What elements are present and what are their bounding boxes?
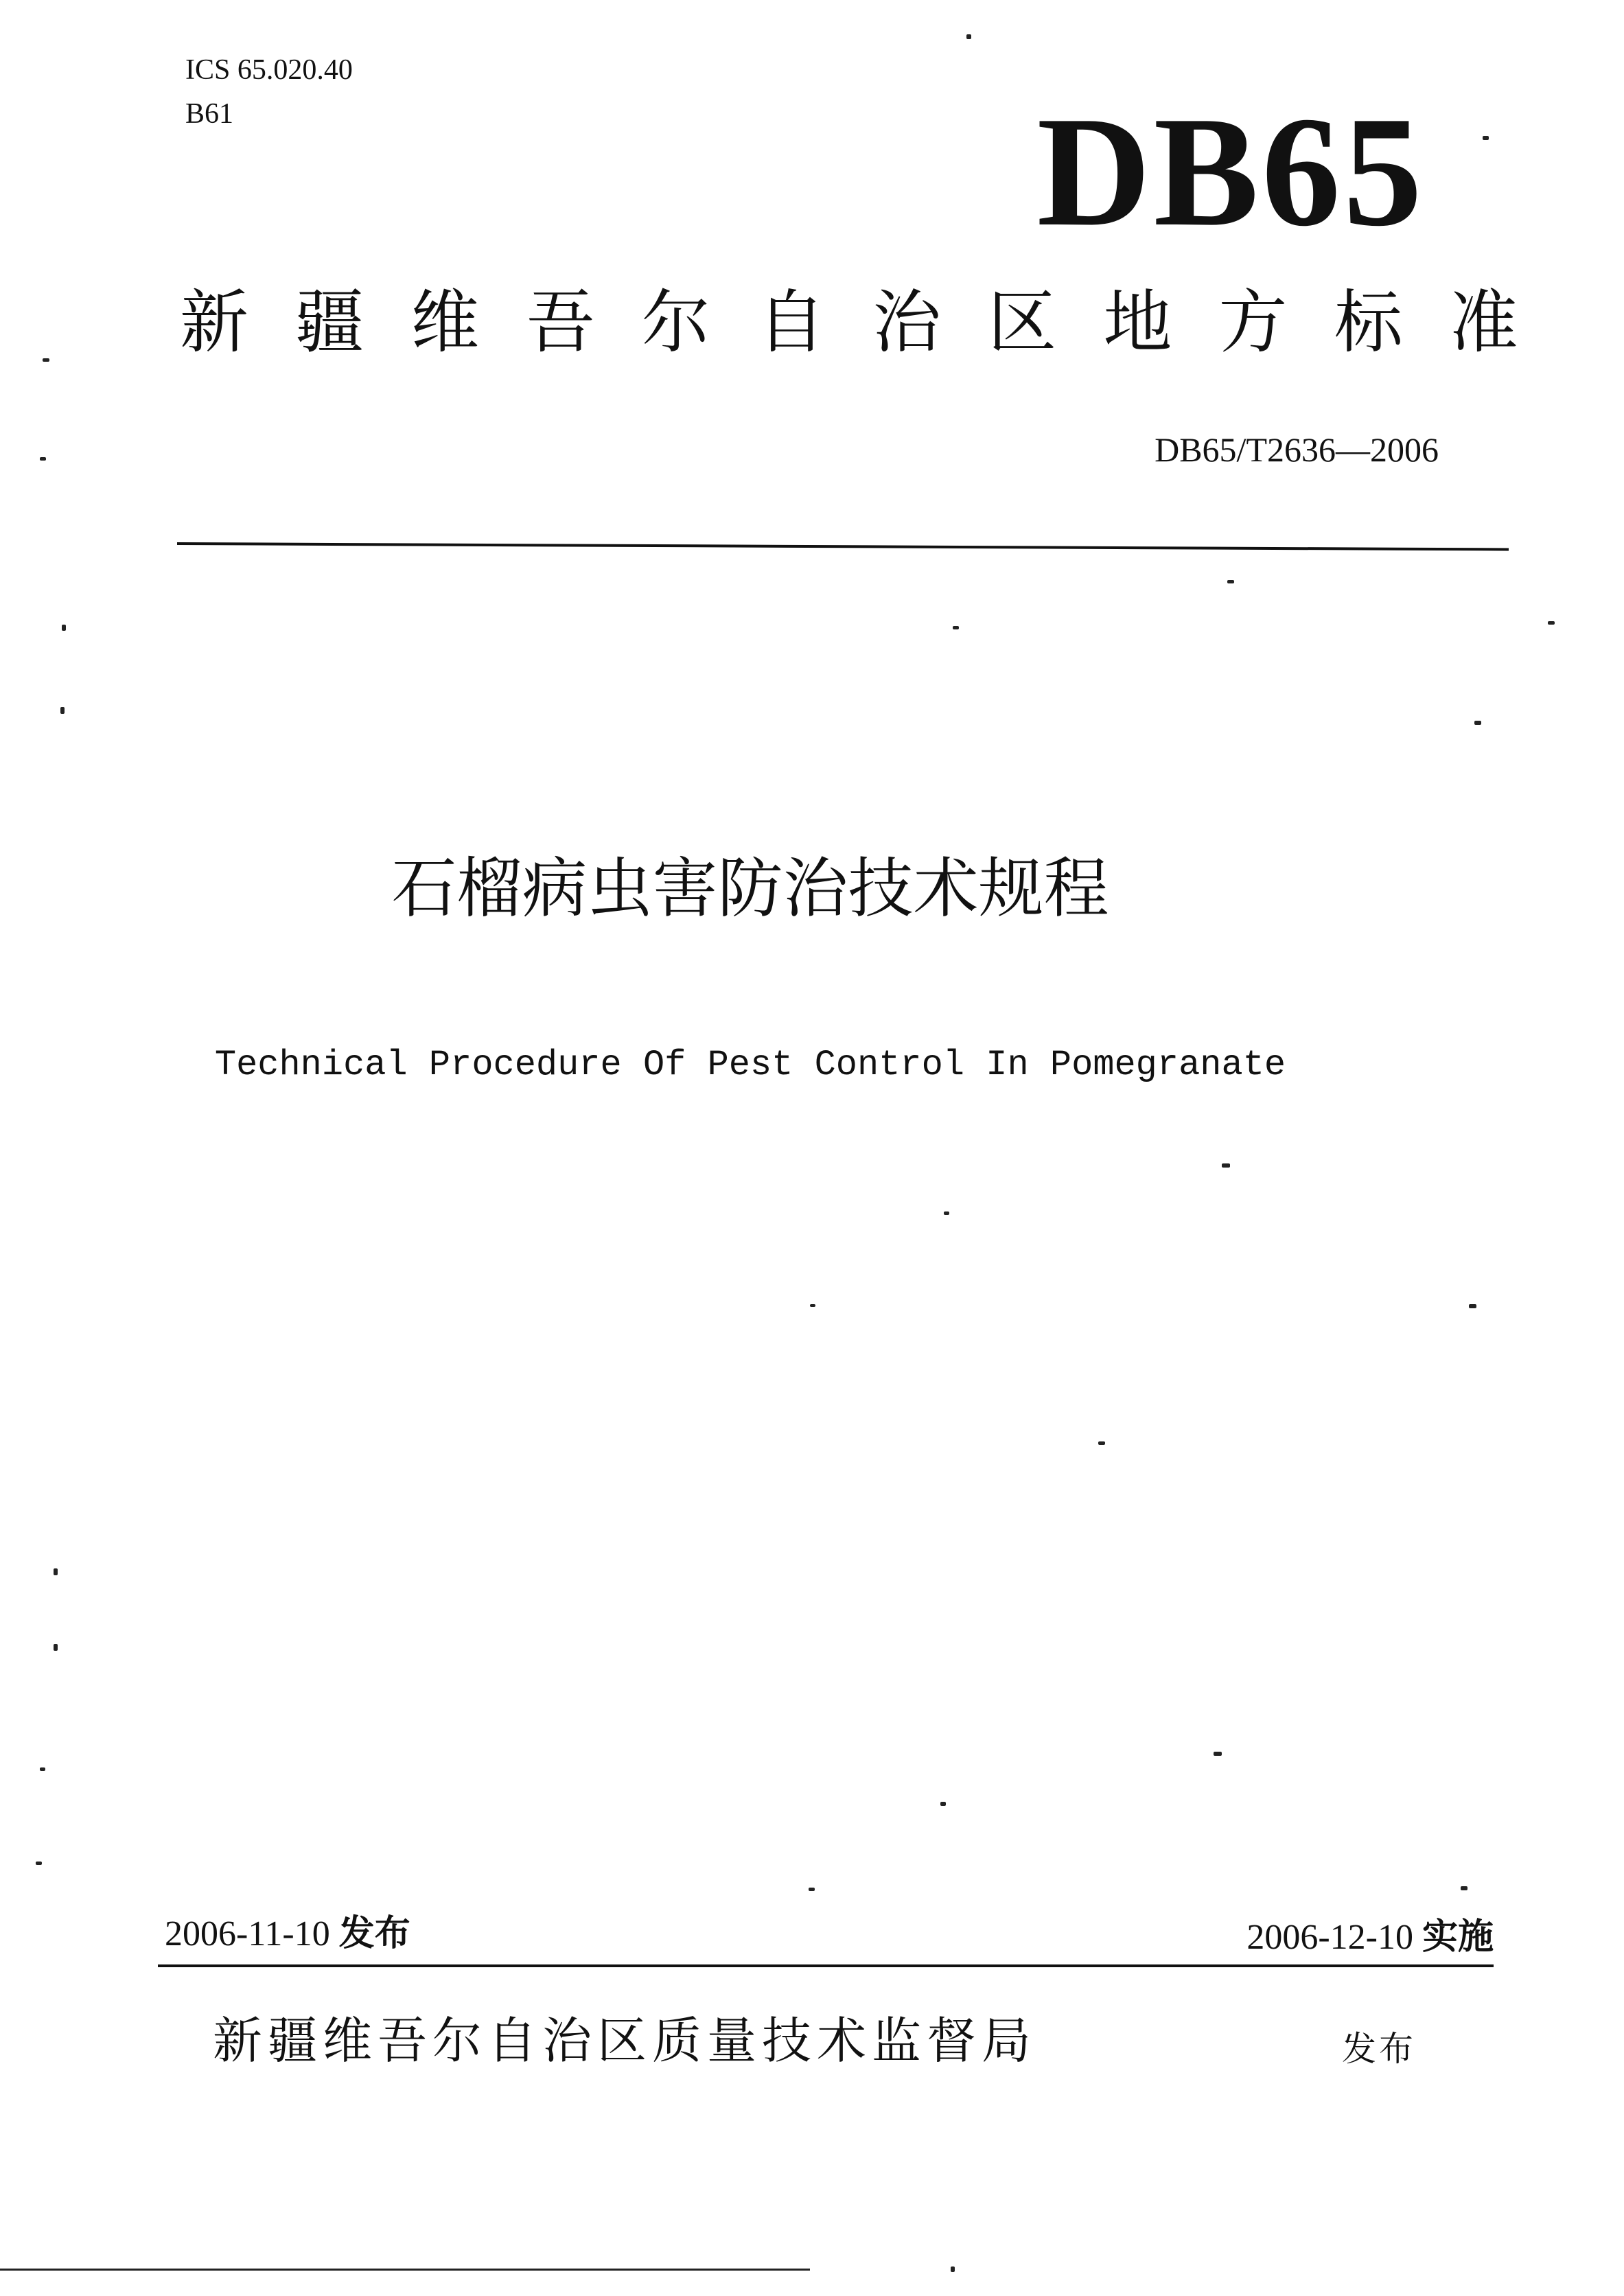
scan-speck (1214, 1752, 1222, 1756)
ics-code: ICS 65.020.40 (185, 54, 353, 86)
standard-type-char: 吾 (526, 282, 595, 362)
scan-speck (36, 1862, 42, 1865)
scan-speck (809, 1888, 815, 1891)
scan-speck (40, 1767, 45, 1771)
standard-type-heading (180, 281, 1518, 364)
standard-type-char: 维 (410, 282, 480, 362)
page-bottom-line (0, 2269, 810, 2271)
standard-type-char: 标 (1334, 282, 1403, 362)
ccs-code: B61 (185, 98, 234, 130)
scan-speck (40, 457, 46, 461)
scan-speck (1548, 621, 1555, 625)
standard-type-char: 自 (756, 282, 826, 362)
scan-speck (1222, 1163, 1230, 1168)
scan-speck (1483, 136, 1489, 140)
scan-speck (1461, 1886, 1468, 1890)
issue-date (165, 1912, 410, 1956)
implementation-date-label: 实施 (1422, 1916, 1494, 1958)
footer-divider (158, 1964, 1494, 1967)
issuing-authority: 新疆维吾尔自治区质量技术监督局 (213, 2012, 1037, 2069)
scan-speck (1474, 721, 1481, 725)
scan-speck (940, 1802, 946, 1806)
issue-date-value: 2006-11-10 (165, 1914, 330, 1953)
scan-speck (951, 2266, 955, 2272)
document-title-english: Technical Procedure Of Pest Control In Pomegranate (214, 1045, 1286, 1085)
header-divider (177, 542, 1509, 550)
standard-logo: DB65 (1036, 84, 1425, 259)
issue-date-label: 发布 (338, 1913, 410, 1954)
scan-speck (966, 34, 971, 39)
scan-speck (944, 1211, 949, 1215)
scan-speck (43, 358, 49, 362)
standard-number: DB65/T2636—2006 (1155, 430, 1439, 469)
scan-speck (60, 707, 65, 714)
standard-type-char: 地 (1103, 282, 1172, 362)
scan-speck (1227, 580, 1234, 583)
standard-type-char: 治 (872, 282, 942, 362)
scan-speck (1098, 1441, 1105, 1445)
standard-type-char: 方 (1218, 282, 1288, 362)
implementation-date (1246, 1915, 1494, 1960)
scan-speck (1469, 1304, 1476, 1308)
scan-speck (953, 626, 959, 629)
standard-type-char: 区 (988, 282, 1057, 362)
issuing-authority-suffix: 发布 (1342, 2029, 1416, 2069)
implementation-date-value: 2006-12-10 (1246, 1918, 1413, 1957)
standard-type-char: 疆 (295, 282, 364, 362)
scan-speck (54, 1568, 58, 1575)
standard-type-char: 新 (180, 282, 248, 362)
standard-type-char: 准 (1449, 282, 1518, 362)
scan-speck (810, 1304, 815, 1307)
standard-type-char: 尔 (641, 282, 710, 362)
scan-speck (62, 625, 66, 631)
document-title-chinese: 石榴病虫害防治技术规程 (391, 851, 1109, 927)
scan-speck (54, 1644, 58, 1651)
